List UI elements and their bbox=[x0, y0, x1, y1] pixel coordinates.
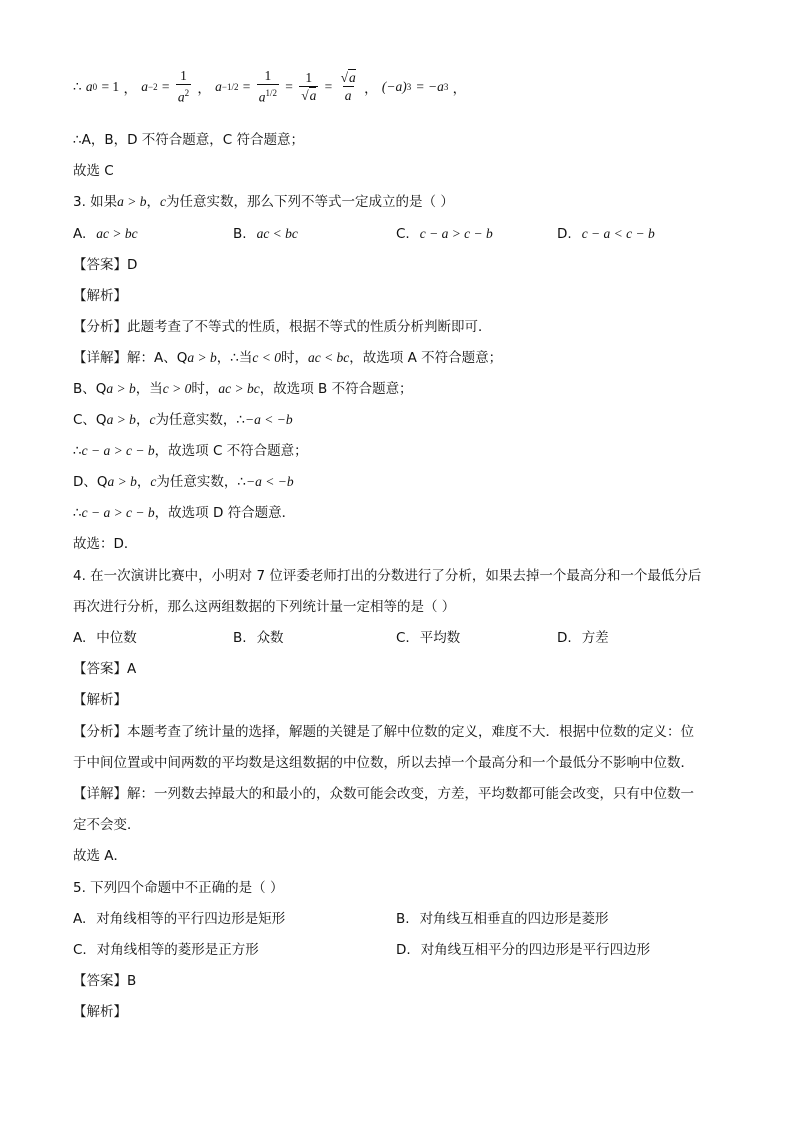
a-zero-exp: 0 bbox=[92, 81, 98, 92]
question-5: 5. 下列四个命题中不正确的是（ ） bbox=[73, 880, 284, 896]
q4-detail-line2: 定不会变． bbox=[73, 817, 141, 833]
q3-detail-a: 【详解】解：A、Qa > b，∴当c < 0时，ac < bc，故选项 A 不符合题意； bbox=[73, 350, 503, 366]
q4-detail-line1: 【详解】解：一列数去掉最大的和最小的，众数可能会改变，方差，平均数都可能会改变，只有中位数一 bbox=[73, 786, 694, 802]
q3-detail-d: D、Qa > b，c为任意实数，∴−a < −b bbox=[73, 474, 294, 490]
question-3: 3. 如果a > b，c为任意实数，那么下列不等式一定成立的是（ ） bbox=[73, 194, 454, 210]
exponent-identity-line: ∴ a0 = 1 ， a−2 = $\frac{1}{a^2}$ ， a−1/2 = $\frac{1}{a^{1/2}}$ = $\frac{1}{√a}$ = $\frac{√a}{a}$ ， (−a)3 = −a3 ， bbox=[73, 68, 467, 105]
q4-analysis-line2: 于中间位置或中间两数的平均数是这组数据的中位数，所以去掉一个最高分和一个最低分不影响中位数． bbox=[73, 755, 694, 771]
a-neg2-exp: −2 bbox=[148, 81, 158, 92]
fraction-sqrt-a-over-a: $\frac{√a}{a}$ bbox=[340, 69, 356, 103]
q3-option-c: C. c − a > c − b bbox=[396, 226, 493, 242]
q3-option-b: B. ac < bc bbox=[233, 226, 298, 242]
q3-option-d: D. c − a < c − b bbox=[557, 226, 655, 242]
q3-detail-c: C、Qa > b，c为任意实数，∴−a < −b bbox=[73, 412, 293, 428]
question-4-line2: 再次进行分析，那么这两组数据的下列统计量一定相等的是（ ） bbox=[73, 599, 456, 615]
cube-exp-rhs: 3 bbox=[443, 81, 449, 92]
a-neg2-base: a bbox=[141, 78, 149, 94]
q5-option-a: A. 对角线相等的平行四边形是矩形 bbox=[73, 911, 286, 927]
q3-analysis-heading: 【解析】 bbox=[73, 288, 127, 304]
q3-answer: 【答案】D bbox=[73, 257, 138, 273]
q3-detail-b: B、Qa > b，当c > 0时，ac > bc，故选项 B 不符合题意； bbox=[73, 381, 413, 397]
fraction-one-over-a-squared: $\frac{1}{a^2}$ bbox=[177, 68, 190, 105]
q4-option-c: C. 平均数 bbox=[396, 630, 461, 646]
q3-detail-d2: ∴c − a > c − b，故选项 D 符合题意． bbox=[73, 505, 296, 521]
q5-answer: 【答案】B bbox=[73, 973, 137, 989]
therefore-symbol: ∴ bbox=[73, 78, 82, 94]
question-4-line1: 4. 在一次演讲比赛中，小明对 7 位评委老师打出的分数进行了分析，如果去掉一个最高分和一个最低分后 bbox=[73, 568, 702, 584]
choice-line: 故选 C bbox=[73, 163, 114, 179]
q4-analysis-heading: 【解析】 bbox=[73, 692, 127, 708]
q3-analysis: 【分析】此题考查了不等式的性质，根据不等式的性质分析判断即可． bbox=[73, 319, 492, 335]
q5-option-b: B. 对角线互相垂直的四边形是菱形 bbox=[396, 911, 609, 927]
q4-option-b: B. 众数 bbox=[233, 630, 284, 646]
equals-one: = 1 bbox=[101, 78, 120, 94]
a-neg-half-exp: −1/2 bbox=[221, 81, 239, 92]
q3-choice: 故选：D． bbox=[73, 536, 138, 552]
conclusion-line: ∴A，B，D 不符合题意，C 符合题意； bbox=[73, 132, 304, 148]
q3-detail-c2: ∴c − a > c − b，故选项 C 不符合题意； bbox=[73, 443, 308, 459]
q4-analysis-line1: 【分析】本题考查了统计量的选择，解题的关键是了解中位数的定义，难度不大．根据中位数的定义：位 bbox=[73, 724, 694, 740]
q5-analysis-heading: 【解析】 bbox=[73, 1004, 127, 1020]
fraction-one-over-sqrt-a: $\frac{1}{√a}$ bbox=[301, 69, 317, 103]
neg-a-cubed-rhs: = −a bbox=[415, 78, 444, 94]
q3-option-a: A. ac > bc bbox=[73, 226, 138, 242]
q4-option-a: A. 中位数 bbox=[73, 630, 137, 646]
neg-a-cubed-lhs: (−a) bbox=[381, 78, 407, 94]
q4-choice: 故选 A． bbox=[73, 848, 128, 864]
q4-answer: 【答案】A bbox=[73, 661, 137, 677]
fraction-one-over-a-half: $\frac{1}{a^{1/2}}$ bbox=[258, 68, 277, 105]
separator: ， bbox=[123, 80, 137, 97]
cube-exp-lhs: 3 bbox=[406, 81, 412, 92]
a-neg-half-base: a bbox=[215, 78, 222, 94]
q4-option-d: D. 方差 bbox=[557, 630, 609, 646]
a-zero-base: a bbox=[85, 78, 93, 94]
q5-option-c: C. 对角线相等的菱形是正方形 bbox=[73, 942, 259, 958]
q5-option-d: D. 对角线互相平分的四边形是平行四边形 bbox=[396, 942, 651, 958]
